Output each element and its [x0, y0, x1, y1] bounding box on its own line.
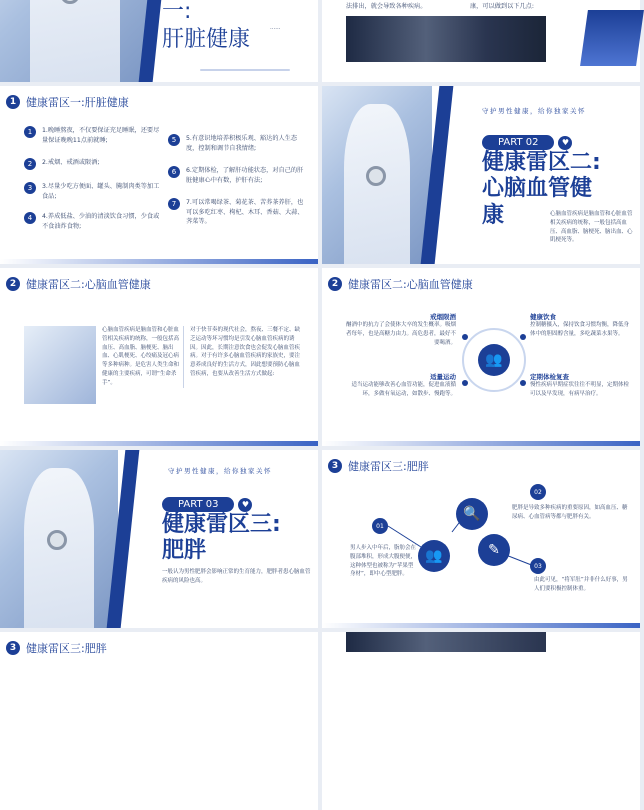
part-row	[162, 492, 252, 512]
top-text-right: 康，可以做到以下几点:	[470, 3, 534, 10]
tip-number: 7	[168, 198, 180, 210]
ring-dot	[520, 380, 526, 386]
subtitle: 守护男性健康，给你独家关怀	[168, 467, 272, 475]
slide-next-photo[interactable]	[322, 632, 640, 810]
tip-text: 控制糖摄入，保持饮食习惯均衡，降低身体中的胆固醇含量，多吃蔬菜水果等。	[530, 322, 630, 337]
tip-text: 2.戒烟、戒酒或限酒;	[42, 159, 100, 166]
top-text-left: 法排出，就会导致各种疾病。	[346, 3, 427, 10]
bottom-bar	[322, 623, 640, 628]
slide-header	[6, 94, 129, 110]
bottom-bar	[0, 259, 318, 264]
dot-row	[200, 69, 290, 71]
doctor-photo	[0, 0, 150, 82]
slide-title	[162, 0, 250, 52]
title-line-1: 健康雷区二:	[482, 150, 601, 175]
node-text-03: 由此可见，“将军肚”并非什么好事，男人们要积极控制体重。	[534, 577, 628, 592]
slide-obesity-next[interactable]	[0, 632, 318, 810]
people-icon: 👥	[418, 540, 450, 572]
tip-item-4	[24, 212, 164, 231]
part-desc: 一般认为男性肥胖会影响正常的生育能力，肥胖者患心脑血管疾病的风险也高。	[162, 569, 311, 584]
tip-block-1	[344, 312, 456, 347]
slide-header	[328, 276, 473, 292]
tip-number: 3	[24, 182, 36, 194]
node-number-03: 03	[530, 558, 546, 574]
doctor-photo	[322, 86, 432, 264]
title-line-1: 健康雷区三:	[162, 512, 281, 537]
tip-item-1	[24, 126, 164, 145]
title-line-2: 肥胖	[162, 538, 207, 564]
tip-heading: 定期体检复查	[530, 373, 569, 381]
tip-number: 6	[168, 166, 180, 178]
tip-text: 适当运动能够改善心血管功能，促进血液循环，多做有氧运动，如散步、慢跑等。	[351, 382, 456, 397]
heart-icon: ♥	[238, 498, 252, 512]
tip-text: 4.养成低盐、少油的清淡饮食习惯，少食或不食油炸食物;	[42, 213, 160, 230]
slide-header	[6, 640, 107, 656]
heart-icon: ♥	[558, 136, 572, 150]
tip-block-4	[530, 372, 630, 399]
tip-number: 1	[24, 126, 36, 138]
ring-dot	[520, 334, 526, 340]
part-label: PART 03	[162, 497, 234, 512]
slide-liver-tips-top[interactable]	[322, 0, 640, 82]
tip-heading: 戒烟限酒	[430, 313, 456, 321]
section-number: 3	[6, 641, 20, 655]
edit-icon: ✎	[478, 534, 510, 566]
tip-text: 慢性疾病早期症状往往不明显，定期体检可以及早发现，有病早治疗。	[530, 382, 630, 397]
node-text-01: 男人步入中年后，脂肪会在腹部堆积，形成大腹便便，这种体型也被称为“苹果型身材”，即中心型肥胖。	[350, 545, 417, 578]
node-number-02: 02	[530, 484, 546, 500]
intro-text-left: 心脑血管疾病是脑血管和心脏血管相关疾病的统称，一般包括高血压、高血脂、脑梗死、脑出血、心肌梗死、心绞痛及冠心病等多种病种。是危害人类生命和健康的主要疾病，可谓“生命杀手”。	[102, 326, 184, 388]
doctor-photo	[0, 450, 118, 628]
section-title: 健康雷区三:肥胖	[348, 460, 429, 473]
tip-item-3	[24, 182, 164, 201]
tip-block-2	[530, 312, 630, 339]
subtitle: 守护男性健康，给你独家关怀	[482, 107, 586, 115]
ring-dot	[462, 334, 468, 340]
office-photo	[346, 16, 546, 62]
part-row	[482, 130, 572, 150]
slide-cardio-tips[interactable]	[322, 268, 640, 446]
title-line-3: 康	[482, 202, 505, 228]
section-number: 2	[6, 277, 20, 291]
tip-item-2	[24, 158, 164, 170]
title-line-2: 心脑血管健	[482, 176, 593, 202]
tip-text: 5.有意识地培养积极乐观、豁达的人生态度，控制和调节自我情绪;	[186, 135, 298, 152]
title-main: 肝脏健康	[162, 27, 251, 53]
tip-heading: 健康饮食	[530, 313, 556, 321]
tip-item-5	[168, 134, 308, 153]
tip-item-7	[168, 198, 308, 227]
tip-text: 7.可以常喝绿茶、菊花茶、苦荞茶养肝，也可以多吃红枣、枸杞、木耳、香菇、大蒜、荠菜等。	[186, 199, 304, 226]
title-tail: 一:	[162, 0, 192, 24]
tip-number: 4	[24, 212, 36, 224]
doctor-thumb	[24, 326, 96, 404]
tip-text: 3.尽量少吃方便面、罐头、腌制肉类等加工食品;	[42, 183, 160, 200]
part-desc: 心脑血管疾病是脑血管和心脏血管相关疾病的统称，一般包括高血压、高血脂、脑梗死、脑出血、心肌梗死等。	[550, 211, 633, 244]
bottom-bar	[0, 441, 318, 446]
slide-part-02[interactable]	[322, 86, 640, 264]
slide-part-03[interactable]	[0, 450, 318, 628]
search-doc-icon: 🔍	[456, 498, 488, 530]
bottom-bar	[322, 441, 640, 446]
tip-text: 6.定期体检，了解肝功能状态，对自己的肝脏健康心中有数，护肝有法;	[186, 167, 304, 184]
node-text-02: 肥胖是导致多种疾病的重要原因，如高血压、糖尿病、心血管病等都与肥胖有关。	[512, 505, 628, 520]
tip-text: 酗酒中的抗力了会使体大卒的发生概率。吸烟者每年，也是高糖力由力。高危患者，最好不要喝酒。	[345, 322, 456, 346]
node-number-01: 01	[372, 518, 388, 534]
section-title: 健康雷区二:心脑血管健康	[26, 278, 151, 291]
slide-header	[6, 276, 151, 292]
slide-obesity[interactable]	[322, 450, 640, 628]
intro-text-right: 对于快节奏的现代社会，熬夜、三餐不定、缺乏运动等坏习惯均是引发心脑血管疾病的诱因。因此，长期注意饮食也会促发心脑血管疾病。对于有许多心脑血管疾病的家族史，要注意养成良好的生活方式，因此想要预防心脑血管疾病，也要从改善生活方式做起:	[190, 327, 301, 377]
slide-liver-cover[interactable]	[0, 0, 318, 82]
section-number: 1	[6, 95, 20, 109]
tip-number: 5	[168, 134, 180, 146]
tip-item-6	[168, 166, 308, 185]
side-accent	[580, 10, 644, 66]
section-number: 3	[328, 459, 342, 473]
section-title: 健康雷区二:心脑血管健康	[348, 278, 473, 291]
people-icon: 👥	[478, 344, 510, 376]
tip-block-3	[344, 372, 456, 399]
dark-photo	[346, 632, 546, 652]
slide-cardio-intro[interactable]	[0, 268, 318, 446]
tip-text: 1.晚睡熬夜，不仅要保证充足睡眠，还要尽量保证晚晚11点前就睡;	[42, 127, 160, 144]
section-title: 健康雷区一:肝脏健康	[26, 96, 129, 109]
part-title	[162, 512, 281, 565]
tip-number: 2	[24, 158, 36, 170]
slide-liver-tips[interactable]	[0, 86, 318, 264]
ring-dot	[462, 380, 468, 386]
side-text: ......	[270, 25, 281, 31]
part-label: PART 02	[482, 135, 554, 150]
section-title: 健康雷区三:肥胖	[26, 642, 107, 655]
tip-heading: 适量运动	[430, 373, 456, 381]
section-number: 2	[328, 277, 342, 291]
